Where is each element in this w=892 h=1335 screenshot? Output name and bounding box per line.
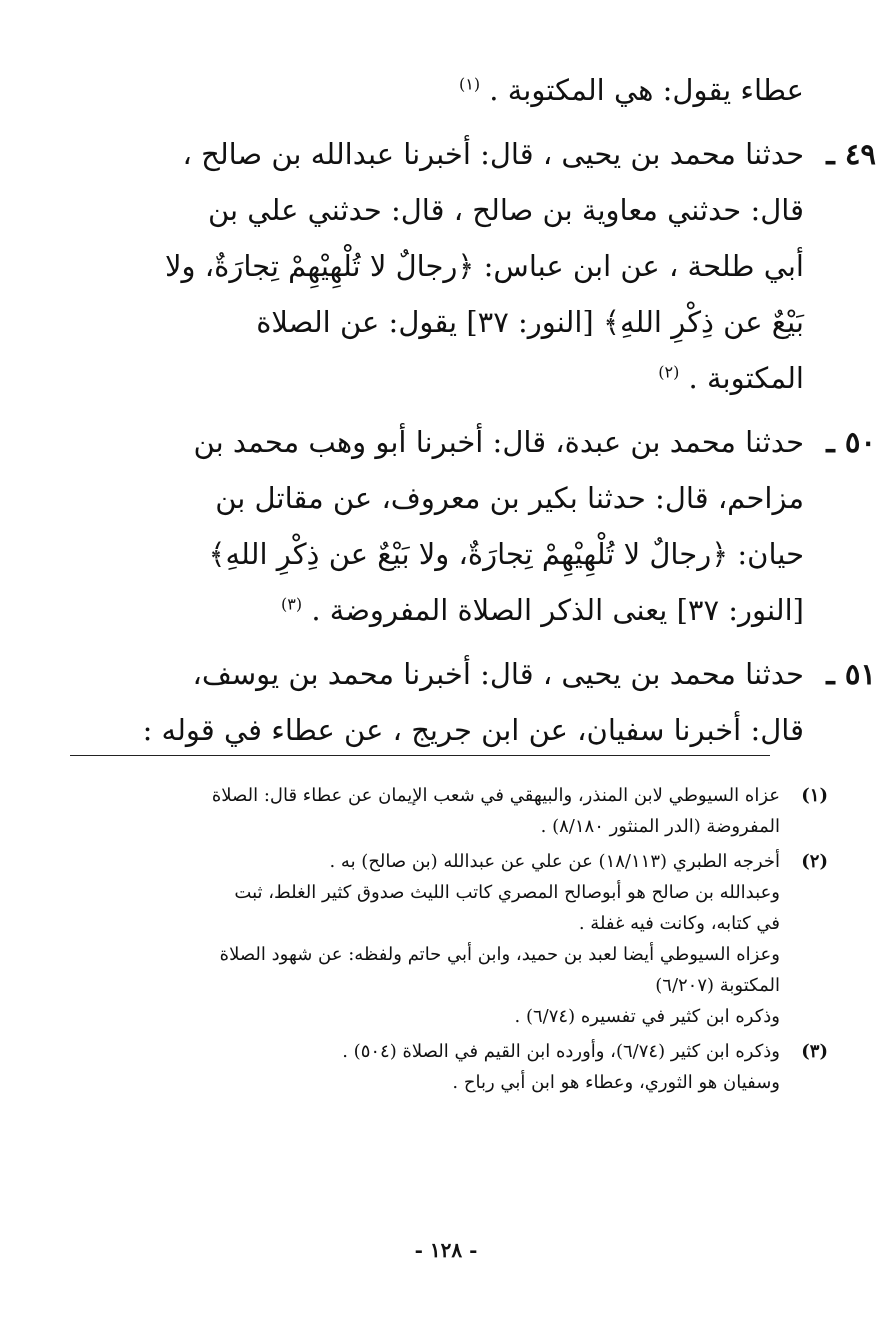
- footnote-line: أخرجه الطبري (١٨/١١٣) عن علي عن عبدالله (بن صالح) به .: [329, 851, 780, 872]
- entry-line-last: [84, 582, 804, 638]
- footnote-line: المفروضة (الدر المنثور ٨/١٨٠) .: [540, 816, 780, 837]
- footnote-line: وعزاه السيوطي أيضا لعبد بن حميد، وابن أبي حاتم ولفظه: عن شهود الصلاة: [219, 944, 780, 965]
- entry-50: [84, 414, 876, 638]
- footnote-line: في كتابه، وكانت فيه غفلة .: [578, 913, 780, 934]
- entry-line: حدثنا محمد بن يحيى ، قال: أخبرنا عبدالله بن صالح ،: [182, 137, 804, 171]
- footnote-ref: (٣): [281, 594, 303, 614]
- entry-line: قال: حدثني معاوية بن صالح ، قال: حدثني علي بن: [207, 193, 804, 227]
- footnote-line: عزاه السيوطي لابن المنذر، والبيهقي في شعب الإيمان عن عطاء قال: الصلاة: [211, 785, 780, 806]
- entry-line: أبي طلحة ، عن ابن عباس: ﴿رجالٌ لا تُلْهِيْهِمْ تِجارَةٌ، ولا: [165, 249, 804, 283]
- footnote-number: (٢): [801, 851, 828, 872]
- entry-number: ٥٠ ـ: [826, 425, 876, 459]
- footnote-line: وذكره ابن كثير في تفسيره (٦/٧٤) .: [514, 1006, 780, 1027]
- entry-line: قال: أخبرنا سفيان، عن ابن جريج ، عن عطاء في قوله :: [142, 713, 804, 747]
- entry-line: حدثنا محمد بن يحيى ، قال: أخبرنا محمد بن يوسف،: [192, 657, 804, 691]
- footnotes: [80, 780, 828, 1102]
- intro-text: عطاء يقول: هي المكتوبة .: [489, 73, 804, 107]
- footnote-line: المكتوبة (٦/٢٠٧): [655, 975, 780, 996]
- entry-line: حيان: ﴿رجالٌ لا تُلْهِيْهِمْ تِجارَةٌ، ولا بَيْعٌ عن ذِكْرِ اللهِ﴾: [208, 537, 804, 571]
- footnote-number: (٣): [801, 1041, 828, 1062]
- entry-line: حدثنا محمد بن عبدة، قال: أخبرنا أبو وهب محمد بن: [193, 425, 804, 459]
- footnote-ref: (١): [458, 74, 481, 94]
- footnote-3: [80, 1036, 828, 1098]
- main-text: [84, 62, 876, 758]
- page-number: - ١٢٨ -: [414, 1238, 478, 1262]
- footnote-1: [80, 780, 828, 842]
- entry-line: مزاحم، قال: حدثنا بكير بن معروف، عن مقاتل بن: [215, 481, 804, 515]
- intro-line: [84, 62, 804, 118]
- footnote-ref: (٢): [658, 362, 680, 382]
- entry-line-last: [84, 350, 804, 406]
- entry-51: [84, 646, 876, 758]
- footnote-2: [80, 846, 828, 1032]
- entry-number: ٥١ ـ: [826, 657, 876, 691]
- entry-number: ٤٩ ـ: [826, 137, 876, 171]
- entry-line: المكتوبة .: [688, 361, 804, 395]
- footnote-line: وعبدالله بن صالح هو أبوصالح المصري كاتب الليث صدوق كثير الغلط، ثبت: [234, 882, 780, 903]
- entry-49: [84, 126, 876, 406]
- entry-line: [النور: ٣٧] يعنى الذكر الصلاة المفروضة .: [311, 593, 804, 627]
- footnote-divider: [70, 755, 770, 756]
- footnote-line: وسفيان هو الثوري، وعطاء هو ابن أبي رباح .: [452, 1072, 780, 1093]
- footnote-number: (١): [801, 785, 828, 806]
- entry-line: بَيْعٌ عن ذِكْرِ اللهِ﴾ [النور: ٣٧] يقول: عن الصلاة: [256, 305, 804, 339]
- footnote-line: وذكره ابن كثير (٦/٧٤)، وأورده ابن القيم في الصلاة (٥٠٤) .: [342, 1041, 780, 1062]
